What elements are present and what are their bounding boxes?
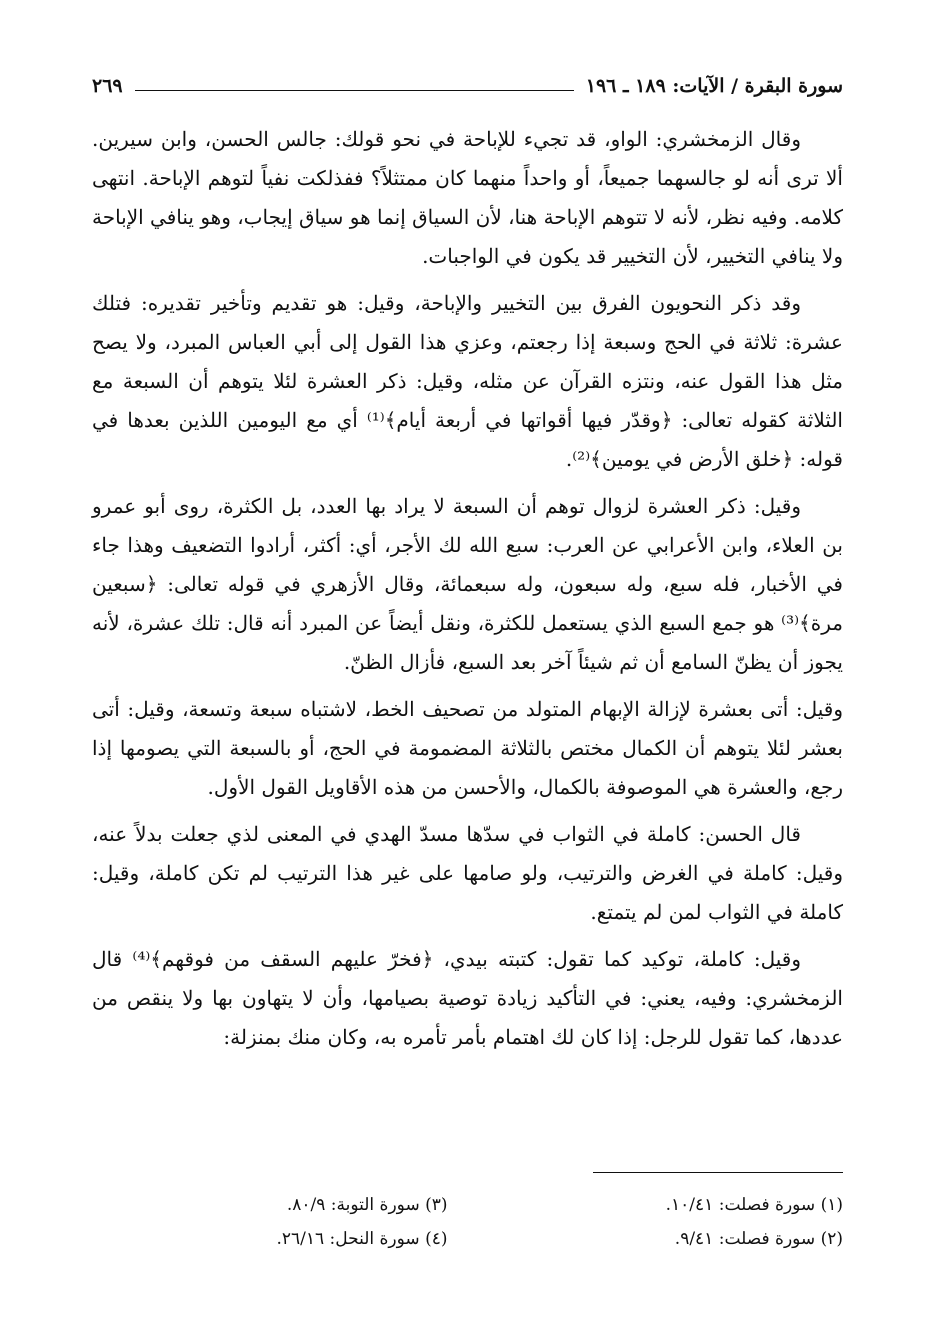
header-rule bbox=[135, 90, 574, 91]
footnote-separator bbox=[593, 1172, 843, 1173]
footnotes bbox=[92, 1188, 843, 1256]
main-text bbox=[92, 120, 843, 1065]
paragraph: وقال الزمخشري: الواو، قد تجيء للإباحة في نحو قولك: جالس الحسن، وابن سيرين. ألا ترى أنه لو جالسهما جميعاً، أو واحداً منهما كان ممتثلاً؟ ففذلكت نفياً لتوهم الإباحة. انتهى كلامه. وفيه نظر، لأنه لا تتوهم الإباحة هنا، لأن السياق إنما هو سياق إيجاب، وهو ينافي الإباحة ولا ينافي التخيير، لأن التخيير قد يكون في الواجبات. bbox=[91, 127, 843, 268]
paragraph: وقيل: كاملة، توكيد كما تقول: كتبته بيدي، ﴿فخرّ عليهم السقف من فوقهم﴾⁽⁴⁾ قال الزمخشري: وفيه، يعني: في التأكيد زيادة توصية بصيامها، وأن لا يتهاون بها ولا ينقص من عددها، كما تقول للرجل: إذا كان لك اهتمام بأمر تأمره به، وكان منك بمنزلة: bbox=[92, 947, 843, 1049]
paragraph: قال الحسن: كاملة في الثواب في سدّها مسدّ الهدي في المعنى لذي جعلت بدلاً عنه، وقيل: كاملة في الغرض والترتيب، ولو صامها على غير هذا الترتيب لم تكن كاملة، وقيل: كاملة في الثواب لمن لم يتمتع. bbox=[92, 822, 843, 924]
running-title: سورة البقرة / الآيات: ١٨٩ ـ ١٩٦ bbox=[585, 75, 843, 97]
page-number: ٢٦٩ bbox=[92, 75, 123, 97]
running-header bbox=[92, 66, 843, 106]
footnote: (١) سورة فصلت: ١٠/٤١. bbox=[665, 1195, 843, 1215]
footnote: (٢) سورة فصلت: ٩/٤١. bbox=[674, 1229, 843, 1249]
footnote: (٣) سورة التوبة: ٨٠/٩. bbox=[286, 1195, 448, 1215]
footnote: (٤) سورة النحل: ٢٦/١٦. bbox=[276, 1229, 448, 1249]
paragraph: وقد ذكر النحويون الفرق بين التخيير والإباحة، وقيل: هو تقديم وتأخير تقديره: فتلك عشرة: ثلاثة في الحج وسبعة إذا رجعتم، وعزي هذا القول إلى أبي العباس المبرد، ولا يصح مثل هذا القول عنه، ونتزه القرآن عن مثله، وقيل: ذكر العشرة لئلا يتوهم أن السبعة مع الثلاثة كقوله تعالى: ﴿وقدّر فيها أقواتها في أربعة أيام﴾⁽¹⁾ أي مع اليومين اللذين بعدها في قوله: ﴿خلق الأرض في يومين﴾⁽²⁾. bbox=[92, 291, 843, 471]
paragraph: وقيل: ذكر العشرة لزوال توهم أن السبعة لا يراد بها العدد، بل الكثرة، روى أبو عمرو بن العلاء، وابن الأعرابي عن العرب: سبع الله لك الأجر، أي: أكثر، أرادوا التضعيف وهذا جاء في الأخبار، فله سبع، وله سبعون، وله سبعمائة، وقال الأزهري في قوله تعالى: ﴿سبعين مرة﴾⁽³⁾ هو جمع السبع الذي يستعمل للكثرة، ونقل أيضاً عن المبرد أنه قال: تلك عشرة، لأنه يجوز أن يظنّ السامع أن ثم شيئاً آخر بعد السبع، فأزال الظنّ. bbox=[92, 494, 843, 674]
paragraph: وقيل: أتى بعشرة لإزالة الإبهام المتولد من تصحيف الخط، لاشتباه سبعة وتسعة، وقيل: أتى بعشر لئلا يتوهم أن الكمال مختص بالثلاثة المضمومة في الحج، أو بالسبعة التي يصومها إذا رجع، والعشرة هي الموصوفة بالكمال، والأحسن من هذه الأقاويل القول الأول. bbox=[92, 697, 843, 799]
